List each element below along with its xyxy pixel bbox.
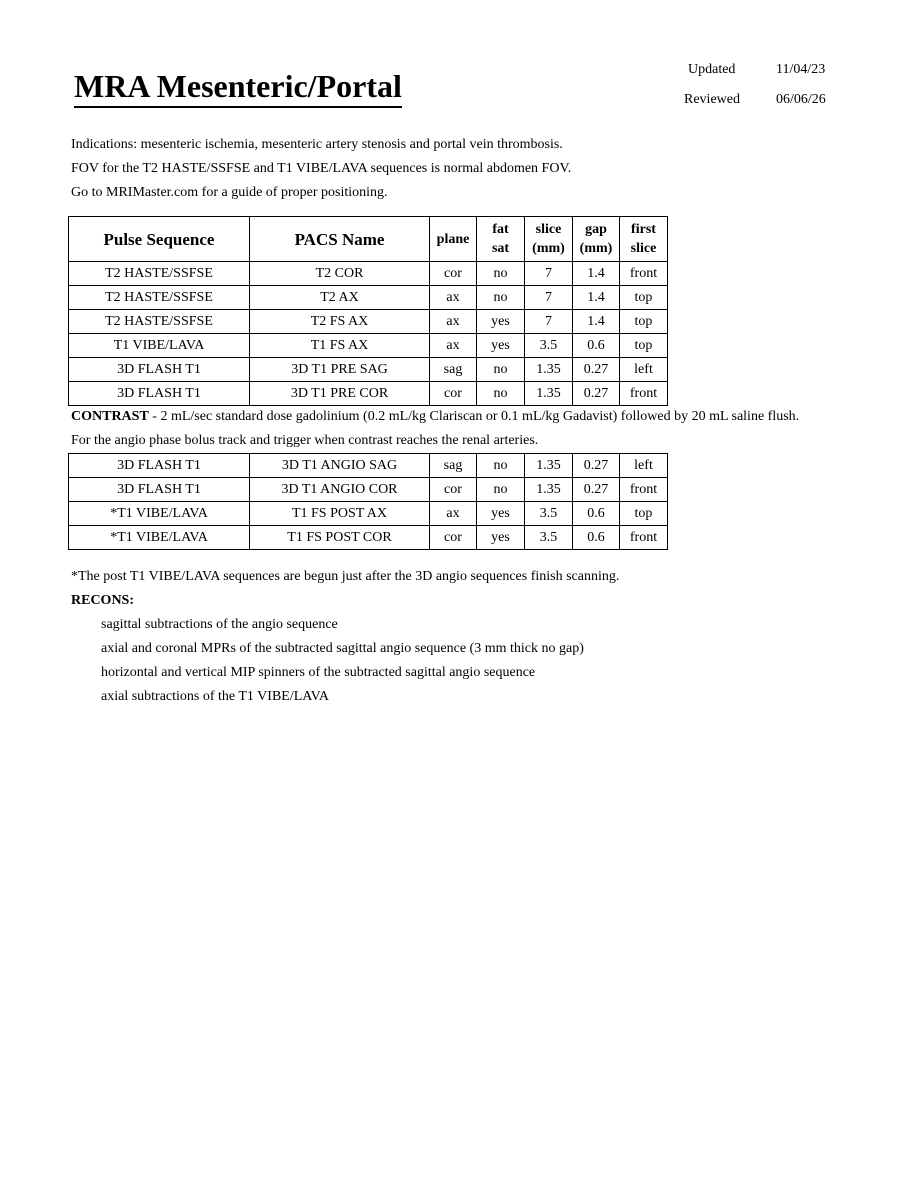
table-cell: 3D T1 ANGIO COR [250, 478, 430, 502]
table-cell: top [620, 502, 668, 526]
table-cell: *T1 VIBE/LAVA [69, 502, 250, 526]
table-cell: 1.35 [525, 382, 573, 406]
table-cell: 1.35 [525, 358, 573, 382]
table-cell: 3D FLASH T1 [69, 454, 250, 478]
table-cell: 7 [525, 262, 573, 286]
fov-line: FOV for the T2 HASTE/SSFSE and T1 VIBE/LAVA sequences is normal abdomen FOV. [71, 161, 572, 176]
table-cell: 0.6 [573, 502, 620, 526]
table-cell: cor [430, 262, 477, 286]
positioning-line: Go to MRIMaster.com for a guide of proper positioning. [71, 185, 388, 200]
table-row [69, 334, 668, 358]
table-row [69, 262, 668, 286]
page-title: MRA Mesenteric/Portal [74, 66, 402, 108]
table-cell: top [620, 334, 668, 358]
table-cell: front [620, 478, 668, 502]
table-cell: T2 HASTE/SSFSE [69, 310, 250, 334]
recons-label: RECONS: [71, 593, 135, 608]
pre-contrast-table [68, 216, 668, 406]
intro-text [71, 133, 571, 205]
table-cell: 7 [525, 310, 573, 334]
table-cell: 1.4 [573, 262, 620, 286]
header-gap: gap (mm) [573, 217, 620, 262]
table-cell: 0.27 [573, 454, 620, 478]
table-cell: ax [430, 334, 477, 358]
table-cell: 1.35 [525, 454, 573, 478]
table-cell: sag [430, 454, 477, 478]
table-row [69, 454, 668, 478]
contrast-instructions [71, 405, 799, 453]
table-cell: 3D T1 ANGIO SAG [250, 454, 430, 478]
table-cell: 3D FLASH T1 [69, 382, 250, 406]
table-cell: T1 FS POST AX [250, 502, 430, 526]
table-cell: no [477, 358, 525, 382]
table-row [69, 478, 668, 502]
table-cell: T1 FS POST COR [250, 526, 430, 550]
table-cell: front [620, 526, 668, 550]
table-row [69, 310, 668, 334]
table-cell: top [620, 286, 668, 310]
bolus-track-line: For the angio phase bolus track and trigger when contrast reaches the renal arteries. [71, 433, 539, 448]
table-cell: cor [430, 526, 477, 550]
table-cell: T1 FS AX [250, 334, 430, 358]
table-cell: front [620, 382, 668, 406]
header-pulse-sequence: Pulse Sequence [69, 217, 250, 262]
table-row [69, 286, 668, 310]
table-cell: ax [430, 310, 477, 334]
list-item: axial subtractions of the T1 VIBE/LAVA [101, 689, 329, 704]
table-cell: 3D T1 PRE COR [250, 382, 430, 406]
header-first-slice: first slice [620, 217, 668, 262]
indications-line: Indications: mesenteric ischemia, mesenteric artery stenosis and portal vein thrombosis. [71, 137, 563, 152]
reviewed-label: Reviewed [684, 92, 740, 107]
reviewed-date: 06/06/26 [776, 92, 826, 107]
table-cell: 3.5 [525, 334, 573, 358]
post-contrast-table [68, 453, 668, 550]
table-cell: left [620, 454, 668, 478]
table-cell: no [477, 382, 525, 406]
table-cell: 1.4 [573, 286, 620, 310]
table-row [69, 526, 668, 550]
table-cell: T2 FS AX [250, 310, 430, 334]
table-cell: T2 HASTE/SSFSE [69, 262, 250, 286]
table-cell: 0.27 [573, 382, 620, 406]
contrast-label: CONTRAST [71, 409, 149, 424]
table-cell: T2 COR [250, 262, 430, 286]
list-item: sagittal subtractions of the angio sequence [101, 617, 338, 632]
table-cell: no [477, 262, 525, 286]
table-cell: 0.27 [573, 478, 620, 502]
table-cell: sag [430, 358, 477, 382]
table-cell: 3D T1 PRE SAG [250, 358, 430, 382]
table-cell: yes [477, 310, 525, 334]
table-cell: 0.6 [573, 526, 620, 550]
contrast-text: - 2 mL/sec standard dose gadolinium (0.2 mL/kg Clariscan or 0.1 mL/kg Gadavist) followed by 20 mL saline flush. [148, 409, 800, 424]
header-plane: plane [430, 217, 477, 262]
table-cell: cor [430, 478, 477, 502]
list-item: horizontal and vertical MIP spinners of the subtracted sagittal angio sequence [101, 665, 536, 680]
table-cell: T1 VIBE/LAVA [69, 334, 250, 358]
table-cell: 7 [525, 286, 573, 310]
table-cell: 1.4 [573, 310, 620, 334]
table-row [69, 502, 668, 526]
table-cell: 3.5 [525, 502, 573, 526]
header-pacs-name: PACS Name [250, 217, 430, 262]
table-cell: yes [477, 334, 525, 358]
header-fat-sat: fat sat [477, 217, 525, 262]
table-cell: 0.6 [573, 334, 620, 358]
table-cell: no [477, 286, 525, 310]
table-cell: no [477, 454, 525, 478]
table-cell: ax [430, 286, 477, 310]
updated-label: Updated [688, 62, 736, 77]
table-row [69, 358, 668, 382]
table-cell: left [620, 358, 668, 382]
table-cell: no [477, 478, 525, 502]
table-cell: yes [477, 502, 525, 526]
footer-notes [71, 565, 619, 709]
table-cell: 3D FLASH T1 [69, 478, 250, 502]
updated-date: 11/04/23 [776, 62, 826, 77]
table-cell: front [620, 262, 668, 286]
table-cell: top [620, 310, 668, 334]
table-cell: ax [430, 502, 477, 526]
table-cell: T2 AX [250, 286, 430, 310]
table-cell: 0.27 [573, 358, 620, 382]
table-row [69, 382, 668, 406]
list-item: axial and coronal MPRs of the subtracted sagittal angio sequence (3 mm thick no gap) [101, 641, 584, 656]
table-cell: T2 HASTE/SSFSE [69, 286, 250, 310]
table-cell: *T1 VIBE/LAVA [69, 526, 250, 550]
table-cell: 3D FLASH T1 [69, 358, 250, 382]
table-cell: 1.35 [525, 478, 573, 502]
post-sequence-note: *The post T1 VIBE/LAVA sequences are begun just after the 3D angio sequences finish scanning. [71, 569, 620, 584]
table-cell: 3.5 [525, 526, 573, 550]
table-cell: cor [430, 382, 477, 406]
header-slice: slice (mm) [525, 217, 573, 262]
table-cell: yes [477, 526, 525, 550]
